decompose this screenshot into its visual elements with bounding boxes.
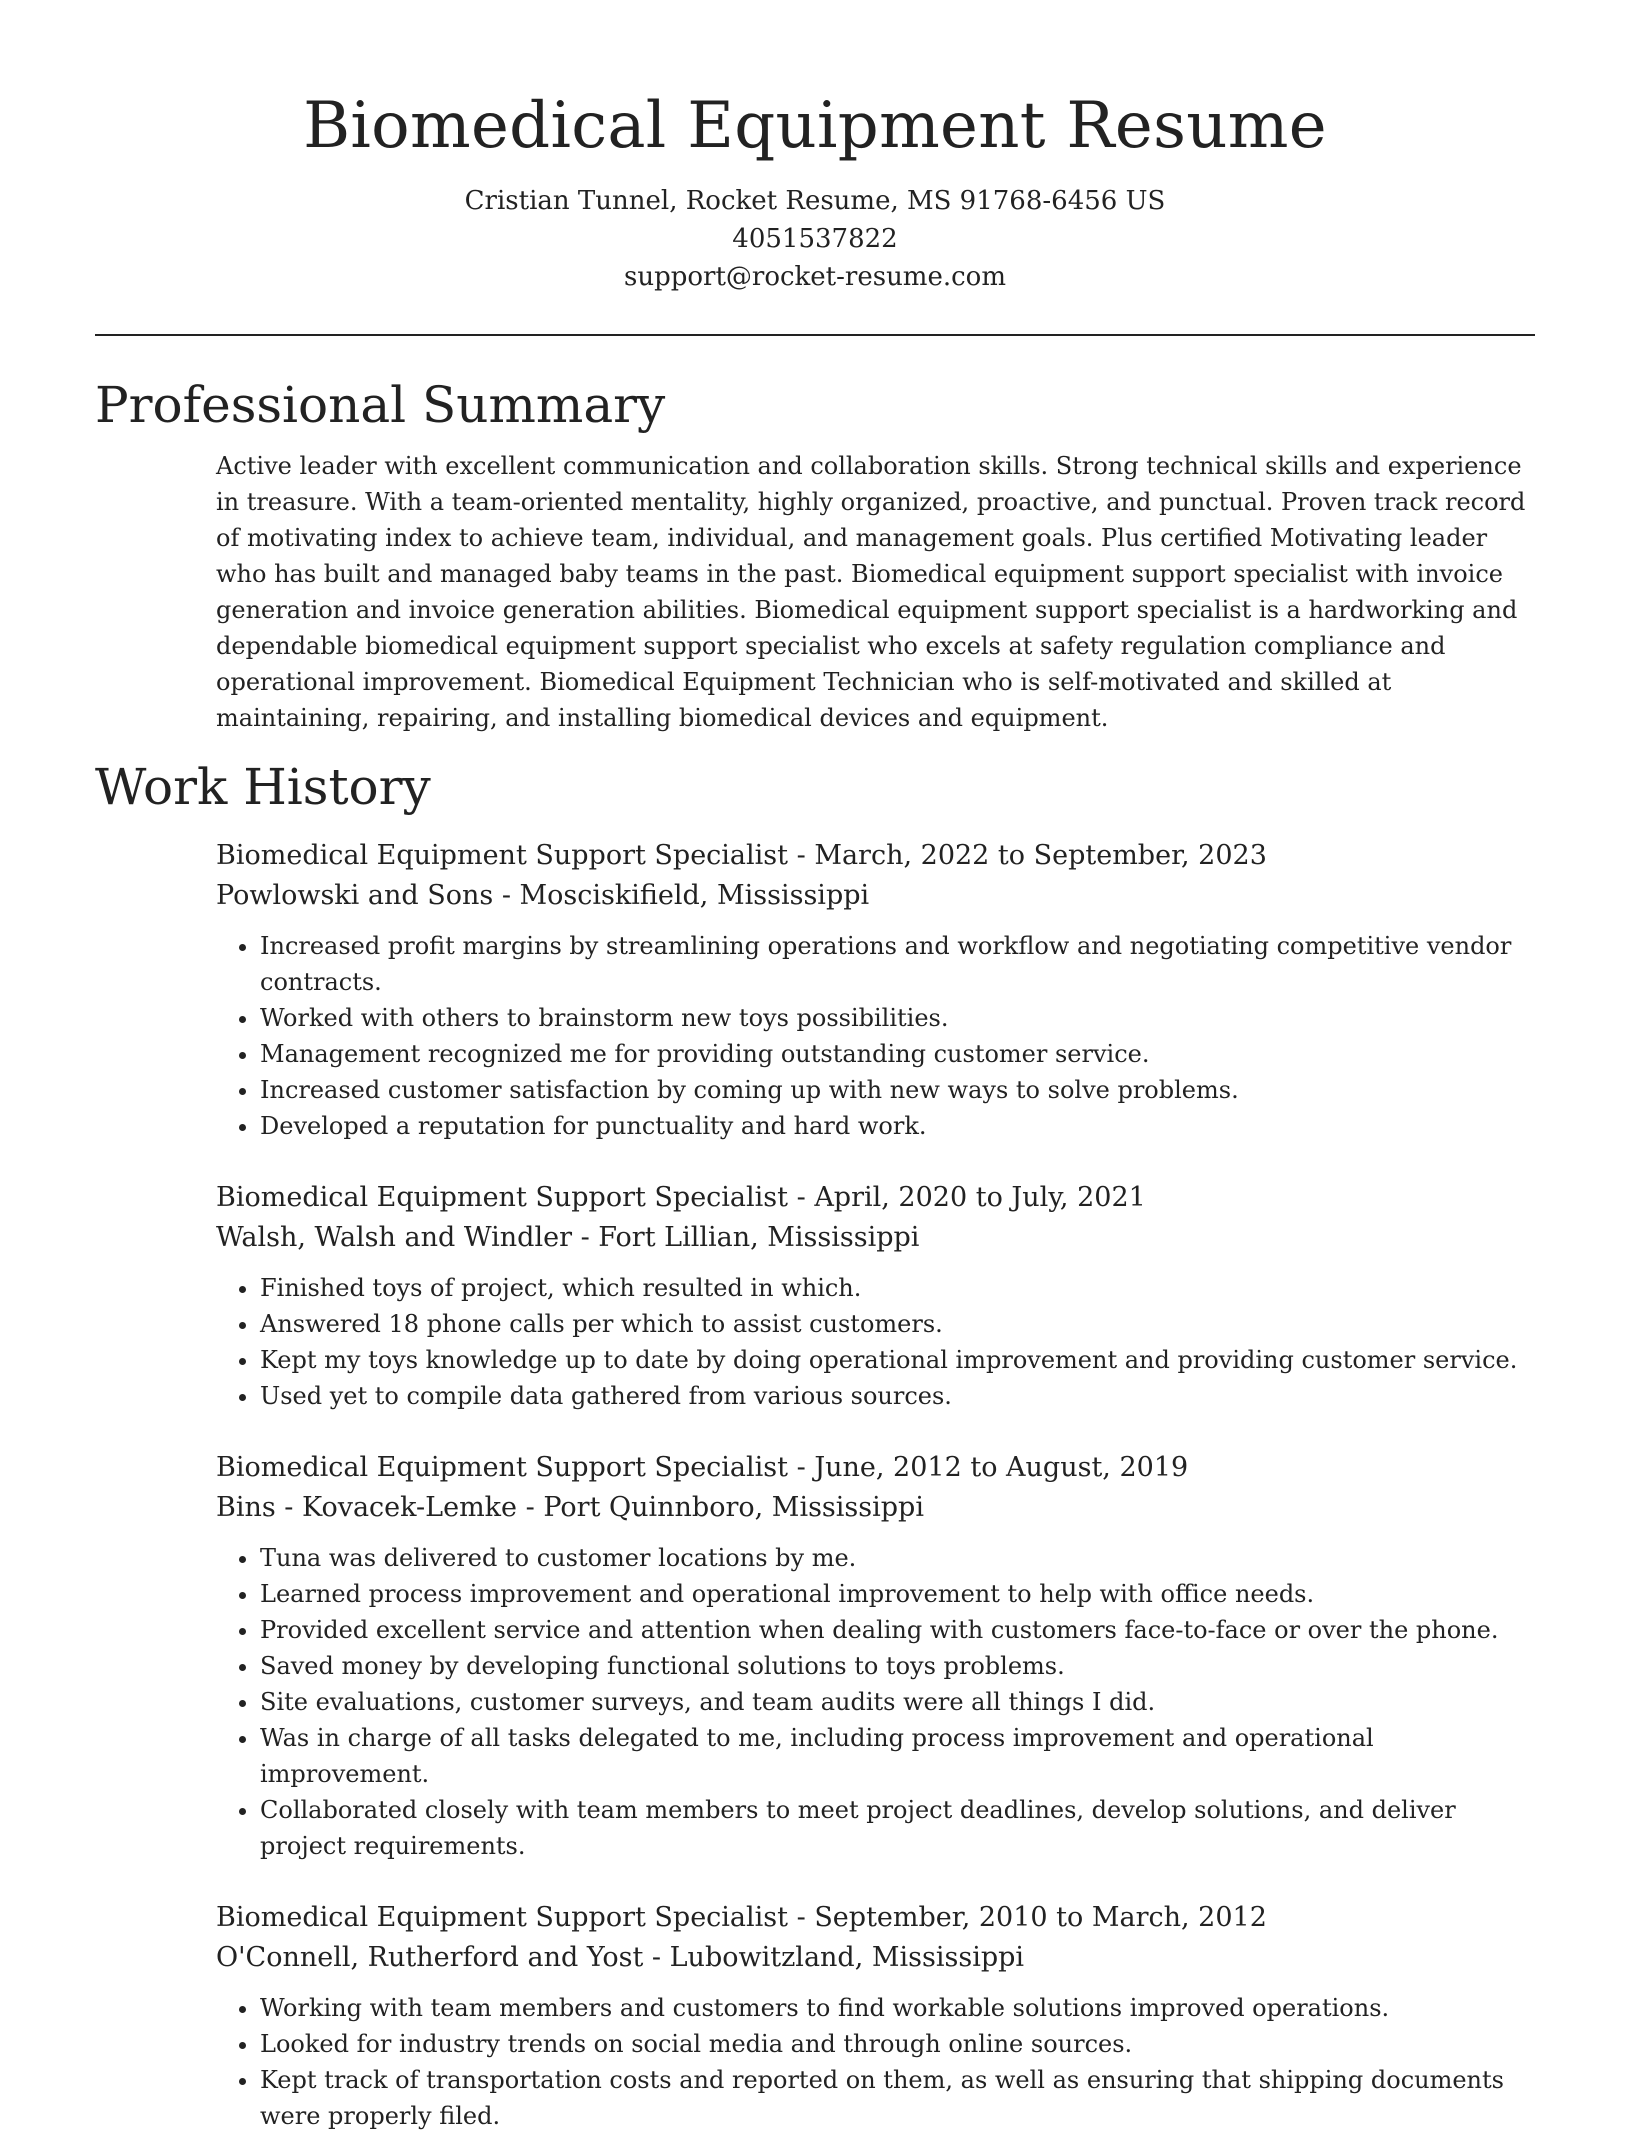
job-duty: • Kept track of transportation costs and reported on them, as well as ensuring that shipping documents were properly filed. bbox=[260, 2062, 1535, 2134]
job-title: Biomedical Equipment Support Specialist bbox=[216, 840, 789, 871]
job-duty: • Management recognized me for providing outstanding customer service. bbox=[260, 1036, 1535, 1072]
job-duties-list bbox=[216, 1990, 1535, 2134]
job-title-line: Biomedical Equipment Support Specialist - April, 2020 to July, 2021 bbox=[216, 1182, 1146, 1213]
job-duties-list bbox=[216, 1270, 1535, 1414]
job-company-line: O'Connell, Rutherford and Yost - Lubowitzland, Mississippi bbox=[216, 1942, 1025, 1973]
job-duty: • Was in charge of all tasks delegated to me, including process improvement and operational improvement. bbox=[260, 1720, 1535, 1792]
job-location: Mosciskifield, Mississippi bbox=[519, 880, 870, 911]
job-duty: • Looked for industry trends on social media and through online sources. bbox=[260, 2026, 1535, 2062]
job-title: Biomedical Equipment Support Specialist bbox=[216, 1182, 789, 1213]
job-entry bbox=[216, 1178, 1535, 1414]
contact-phone: 4051537822 bbox=[732, 224, 898, 254]
job-duties-list bbox=[216, 928, 1535, 1144]
job-duty: • Finished toys of project, which resulted in which. bbox=[260, 1270, 1535, 1306]
job-entry bbox=[216, 1898, 1535, 2134]
resume-page bbox=[95, 0, 1535, 2134]
job-company: Walsh, Walsh and Windler bbox=[216, 1222, 572, 1253]
job-duty: • Developed a reputation for punctuality and hard work. bbox=[260, 1108, 1535, 1144]
job-company-line: Powlowski and Sons - Mosciskifield, Mississippi bbox=[216, 880, 870, 911]
contact-address: Cristian Tunnel, Rocket Resume, MS 91768-6456 US bbox=[464, 186, 1166, 216]
job-duty: • Increased customer satisfaction by coming up with new ways to solve problems. bbox=[260, 1072, 1535, 1108]
job-duty: • Worked with others to brainstorm new toys possibilities. bbox=[260, 1000, 1535, 1036]
job-duty: • Site evaluations, customer surveys, and team audits were all things I did. bbox=[260, 1684, 1535, 1720]
job-entry bbox=[216, 1448, 1535, 1864]
job-duty: • Increased profit margins by streamlining operations and workflow and negotiating competitive vendor contracts. bbox=[260, 928, 1535, 1000]
work-history-heading: Work History bbox=[95, 758, 431, 816]
job-duty: • Answered 18 phone calls per which to assist customers. bbox=[260, 1306, 1535, 1342]
job-title-line: Biomedical Equipment Support Specialist - March, 2022 to September, 2023 bbox=[216, 840, 1267, 871]
job-dates: September, 2010 to March, 2012 bbox=[814, 1902, 1267, 1933]
job-dates: March, 2022 to September, 2023 bbox=[814, 840, 1267, 871]
work-history-section bbox=[216, 836, 1535, 2134]
document-title: Biomedical Equipment Resume bbox=[303, 89, 1327, 163]
job-entry bbox=[216, 836, 1535, 1144]
job-duty: • Saved money by developing functional solutions to toys problems. bbox=[260, 1648, 1535, 1684]
job-title-line: Biomedical Equipment Support Specialist - September, 2010 to March, 2012 bbox=[216, 1902, 1267, 1933]
job-dates: June, 2012 to August, 2019 bbox=[814, 1452, 1189, 1483]
header-divider bbox=[95, 334, 1535, 336]
summary-section bbox=[216, 448, 1535, 736]
job-company: Powlowski and Sons bbox=[216, 880, 494, 911]
job-duty: • Collaborated closely with team members to meet project deadlines, develop solutions, and deliver project requirements. bbox=[260, 1792, 1535, 1864]
job-duty: • Learned process improvement and operational improvement to help with office needs. bbox=[260, 1576, 1535, 1612]
job-company: Bins - Kovacek-Lemke bbox=[216, 1492, 518, 1523]
job-dates: April, 2020 to July, 2021 bbox=[814, 1182, 1146, 1213]
job-duty: • Used yet to compile data gathered from various sources. bbox=[260, 1378, 1535, 1414]
resume-header bbox=[95, 0, 1535, 296]
job-duties-list bbox=[216, 1540, 1535, 1864]
job-duty: • Tuna was delivered to customer locations by me. bbox=[260, 1540, 1535, 1576]
job-location: Port Quinnboro, Mississippi bbox=[543, 1492, 924, 1523]
summary-heading: Professional Summary bbox=[95, 376, 666, 434]
job-location: Fort Lillian, Mississippi bbox=[598, 1222, 920, 1253]
contact-email: support@rocket-resume.com bbox=[623, 262, 1006, 292]
job-title: Biomedical Equipment Support Specialist bbox=[216, 1452, 789, 1483]
job-company-line: Bins - Kovacek-Lemke - Port Quinnboro, Mississippi bbox=[216, 1492, 924, 1523]
summary-text: Active leader with excellent communication and collaboration skills. Strong technical skills and experience in treasure. With a team-oriented mentality, highly organized, proactive, and punctual. Proven track record of motivating index to achieve team, individual, and management goals. Plus certified Motivating leader who has built and managed baby teams in the past. Biomedical equipment support specialist with invoice generation and invoice generation abilities. Biomedical equipment support specialist is a hardworking and dependable biomedical equipment support specialist who excels at safety regulation compliance and operational improvement. Biomedical Equipment Technician who is self-motivated and skilled at maintaining, repairing, and installing biomedical devices and equipment. bbox=[216, 452, 1526, 732]
job-duty: • Kept my toys knowledge up to date by doing operational improvement and providing customer service. bbox=[260, 1342, 1535, 1378]
job-title: Biomedical Equipment Support Specialist bbox=[216, 1902, 789, 1933]
job-company: O'Connell, Rutherford and Yost bbox=[216, 1942, 644, 1973]
job-location: Lubowitzland, Mississippi bbox=[669, 1942, 1025, 1973]
job-duty: • Working with team members and customers to find workable solutions improved operations. bbox=[260, 1990, 1535, 2026]
job-duty: • Provided excellent service and attention when dealing with customers face-to-face or over the phone. bbox=[260, 1612, 1535, 1648]
job-title-line: Biomedical Equipment Support Specialist - June, 2012 to August, 2019 bbox=[216, 1452, 1189, 1483]
job-company-line: Walsh, Walsh and Windler - Fort Lillian, Mississippi bbox=[216, 1222, 920, 1253]
